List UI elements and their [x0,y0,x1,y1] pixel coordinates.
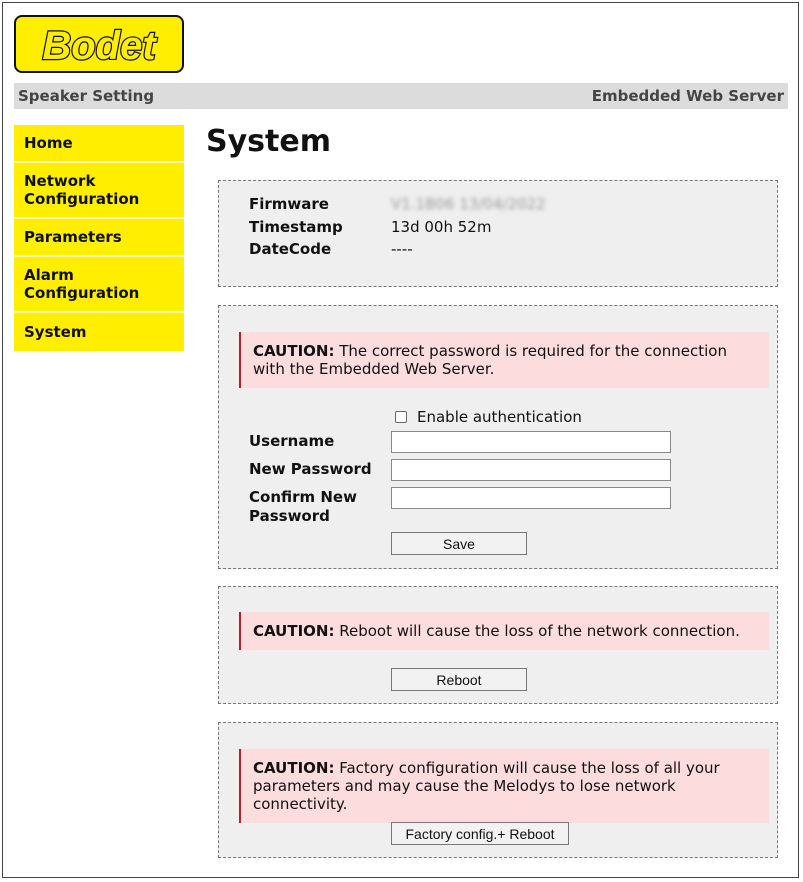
sidebar-item-alarm-configuration[interactable] [14,257,184,313]
logo-text: Bodet [42,24,156,68]
sidebar-item-network-configuration[interactable] [14,163,184,219]
sidebar-item-label: Network Configuration [24,172,140,208]
sidebar-item-parameters[interactable] [14,219,184,257]
caution-text: Factory configuration will cause the loss of all your parameters and may cause the Melodys to lose network connectivity. [253,759,720,813]
confirm-password-label: Confirm New Password [249,488,357,525]
username-label: Username [249,432,335,450]
sidebar-item-system[interactable] [14,313,184,351]
sidebar-item-home[interactable] [14,125,184,163]
caution-text: Reboot will cause the loss of the network connection. [334,622,740,640]
reboot-panel [218,586,778,704]
save-button[interactable]: Save [391,532,527,555]
bodet-logo [14,15,184,73]
authentication-panel [218,305,778,569]
sidebar-item-label: Alarm Configuration [24,266,140,302]
enable-authentication-label: Enable authentication [417,408,582,426]
reboot-button[interactable]: Reboot [391,668,527,691]
factory-reset-panel [218,722,778,858]
caution-prefix: CAUTION: [253,622,335,640]
header-left-title: Speaker Setting [18,87,155,105]
system-info-panel [218,180,778,287]
firmware-label: Firmware [249,195,329,213]
datecode-row [249,240,413,258]
timestamp-label: Timestamp [249,218,343,236]
username-input[interactable] [391,431,671,453]
new-password-input[interactable] [391,459,671,481]
firmware-value: V1.1B06 13/04/2022 [391,195,546,213]
confirm-password-input[interactable] [391,487,671,509]
datecode-value: ---- [391,240,413,258]
timestamp-value: 13d 00h 52m [391,218,492,236]
sidebar-item-label: Home [24,134,73,152]
new-password-label: New Password [249,460,372,478]
factory-reboot-button[interactable]: Factory config.+ Reboot [391,822,569,845]
sidebar-nav [14,125,184,351]
enable-authentication-checkbox[interactable] [395,411,407,423]
firmware-row [249,195,546,213]
reboot-caution-banner [239,612,769,650]
caution-prefix: CAUTION: [253,342,335,360]
factory-caution-banner [239,749,769,823]
header-bar [14,83,788,109]
sidebar-item-label: Parameters [24,228,122,246]
timestamp-row [249,218,491,236]
header-right-title: Embedded Web Server [591,87,784,105]
caution-prefix: CAUTION: [253,759,335,777]
datecode-label: DateCode [249,240,332,258]
sidebar-item-label: System [24,323,87,341]
enable-authentication-option[interactable] [395,408,582,426]
auth-caution-banner [239,332,769,388]
page-title: System [206,124,331,159]
caution-text: The correct password is required for the connection with the Embedded Web Server. [253,342,727,378]
